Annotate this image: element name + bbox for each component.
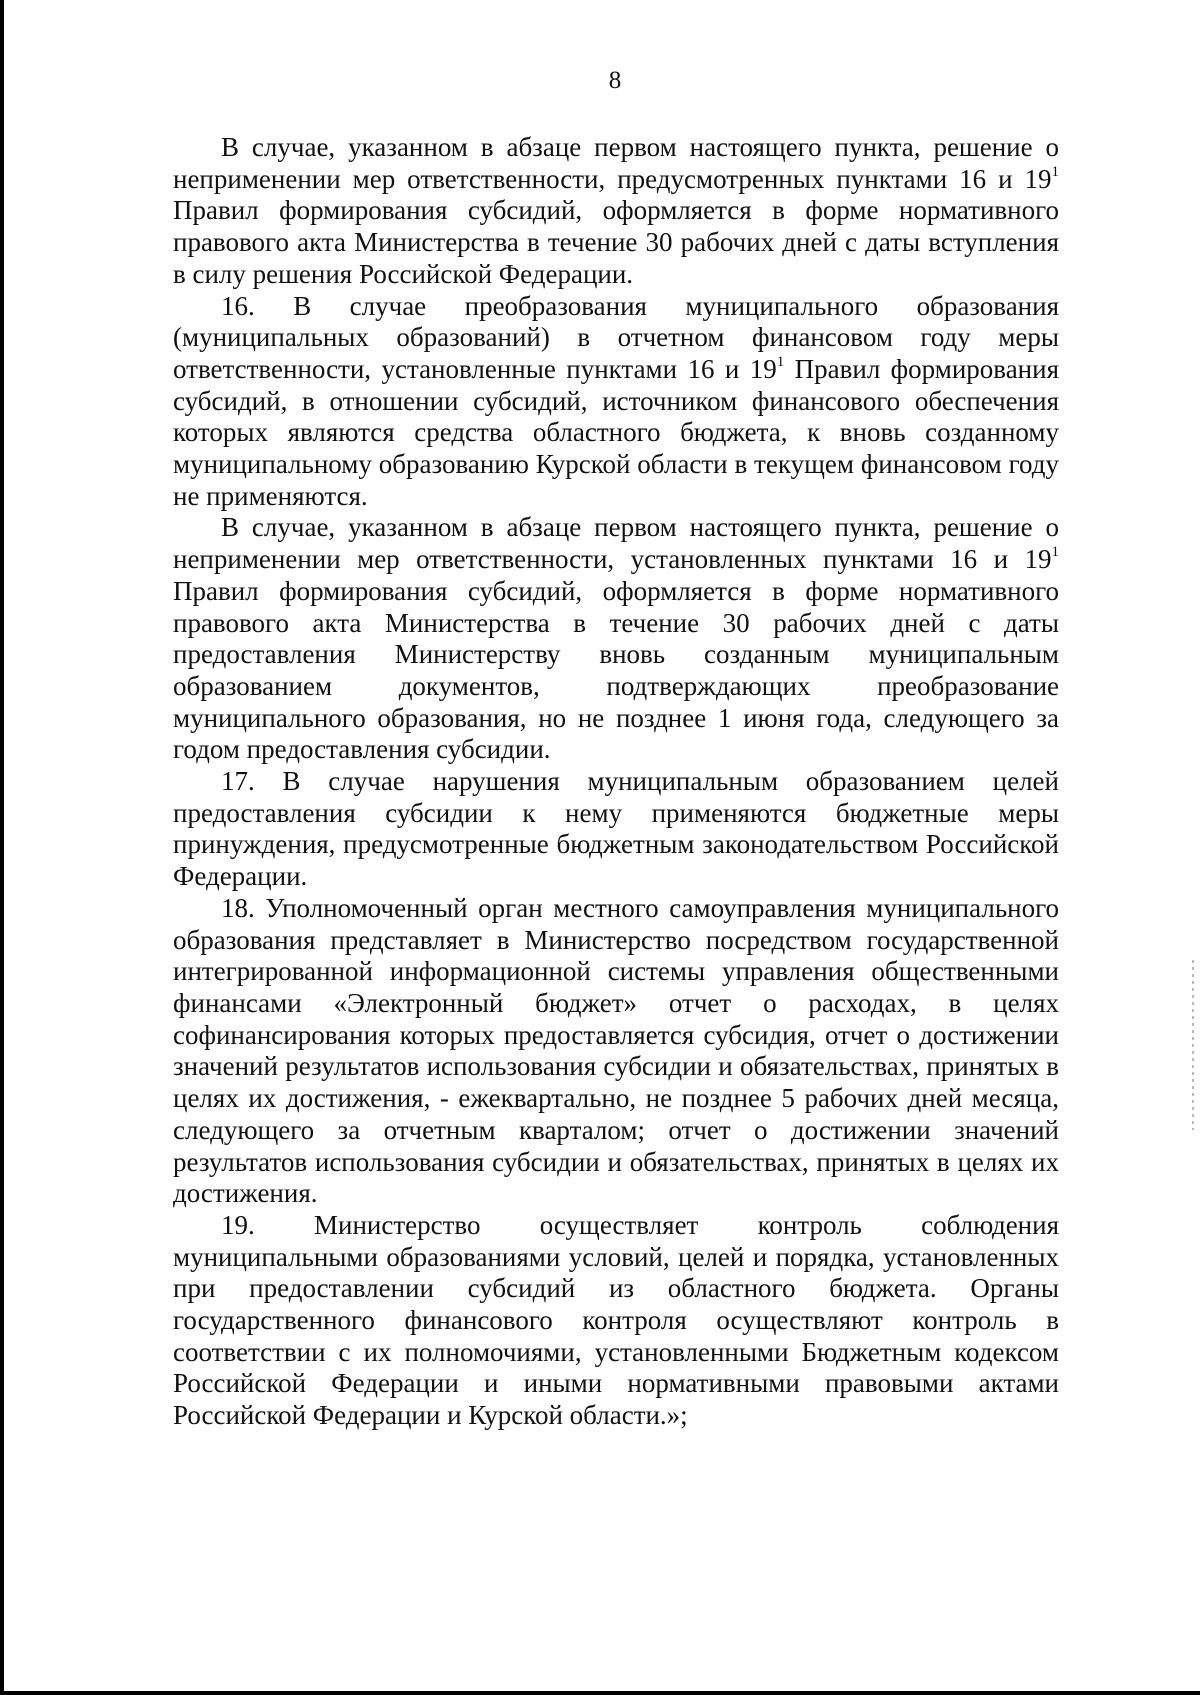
paragraph-text: 17. В случае нарушения муниципальным образованием целей предоставления субсидии к нему применяются бюджетные меры принуждения, предусмотренные бюджетным законодательством Российской Федерации. (173, 766, 1059, 892)
scan-artifact (1192, 960, 1194, 1130)
paragraph-text: В случае, указанном в абзаце первом настоящего пункта, решение о неприменении мер ответственности, предусмотренных пунктами 16 и 19 (173, 132, 1059, 194)
superscript: 1 (776, 353, 785, 370)
paragraph-1 (173, 132, 1059, 291)
scan-edge-left (0, 0, 4, 1695)
document-body (173, 132, 1059, 1432)
paragraph-text: В случае, указанном в абзаце первом настоящего пункта, решение о неприменении мер ответственности, установленных пунктами 16 и 19 (173, 512, 1059, 575)
paragraph-text: 18. Уполномоченный орган местного самоуправления муниципального образования представляет в Министерство посредством государственной интегрированной информационной системы управления общественными финансами «Электронный бюджет» отчет о расходах, в целях софинансирования которых предоставляется субсидия, отчет о достижении значений результатов использования субсидии и обязательствах, принятых в целях их достижения, - ежеквартально, не позднее 5 рабочих дней месяца, следующего за отчетным кварталом; отчет о достижении значений результатов использования субсидии и обязательствах, принятых в целях их достижения. (173, 892, 1059, 1209)
paragraph-text: Правил формирования субсидий, в отношении субсидий, источником финансового обеспечения которых являются средства областного бюджета, к вновь созданному муниципальному образованию Курской области в текущем финансовом году не применяются. (173, 353, 1060, 511)
page-number: 8 (608, 67, 622, 94)
paragraph-5 (173, 893, 1059, 1210)
paragraph-3 (173, 512, 1059, 766)
paragraph-text: Правил формирования субсидий, оформляется в форме нормативного правового акта Министерства в течение 30 рабочих дней с даты вступления в силу решения Российской Федерации. (173, 195, 1059, 289)
paragraph-text: Правил формирования субсидий, оформляется в форме нормативного правового акта Министерства в течение 30 рабочих дней с даты предоставления Министерству вновь созданным муниципальным образованием документов, подтверждающих преобразование муниципального образования, но не позднее 1 июня года, следующего за годом предоставления субсидии. (173, 575, 1059, 765)
scan-edge-bottom (0, 1691, 1200, 1695)
superscript: 1 (1051, 163, 1059, 180)
paragraph-4 (173, 766, 1059, 893)
paragraph-text: 19. Министерство осуществляет контроль соблюдения муниципальными образованиями условий, целей и порядка, установленных при предоставлении субсидий из областного бюджета. Органы государственного финансового контроля осуществляют контроль в соответствии с их полномочиями, установленными Бюджетным кодексом Российской Федерации и иными нормативными правовыми актами Российской Федерации и Курской области.»; (173, 1209, 1059, 1431)
paragraph-6 (173, 1210, 1059, 1432)
superscript: 1 (1051, 544, 1059, 561)
paragraph-text: 16. В случае преобразования муниципального образования (муниципальных образований) в отчетном финансовом году меры ответственности, установленные пунктами 16 и 19 (173, 290, 1059, 384)
paragraph-2 (173, 291, 1059, 513)
